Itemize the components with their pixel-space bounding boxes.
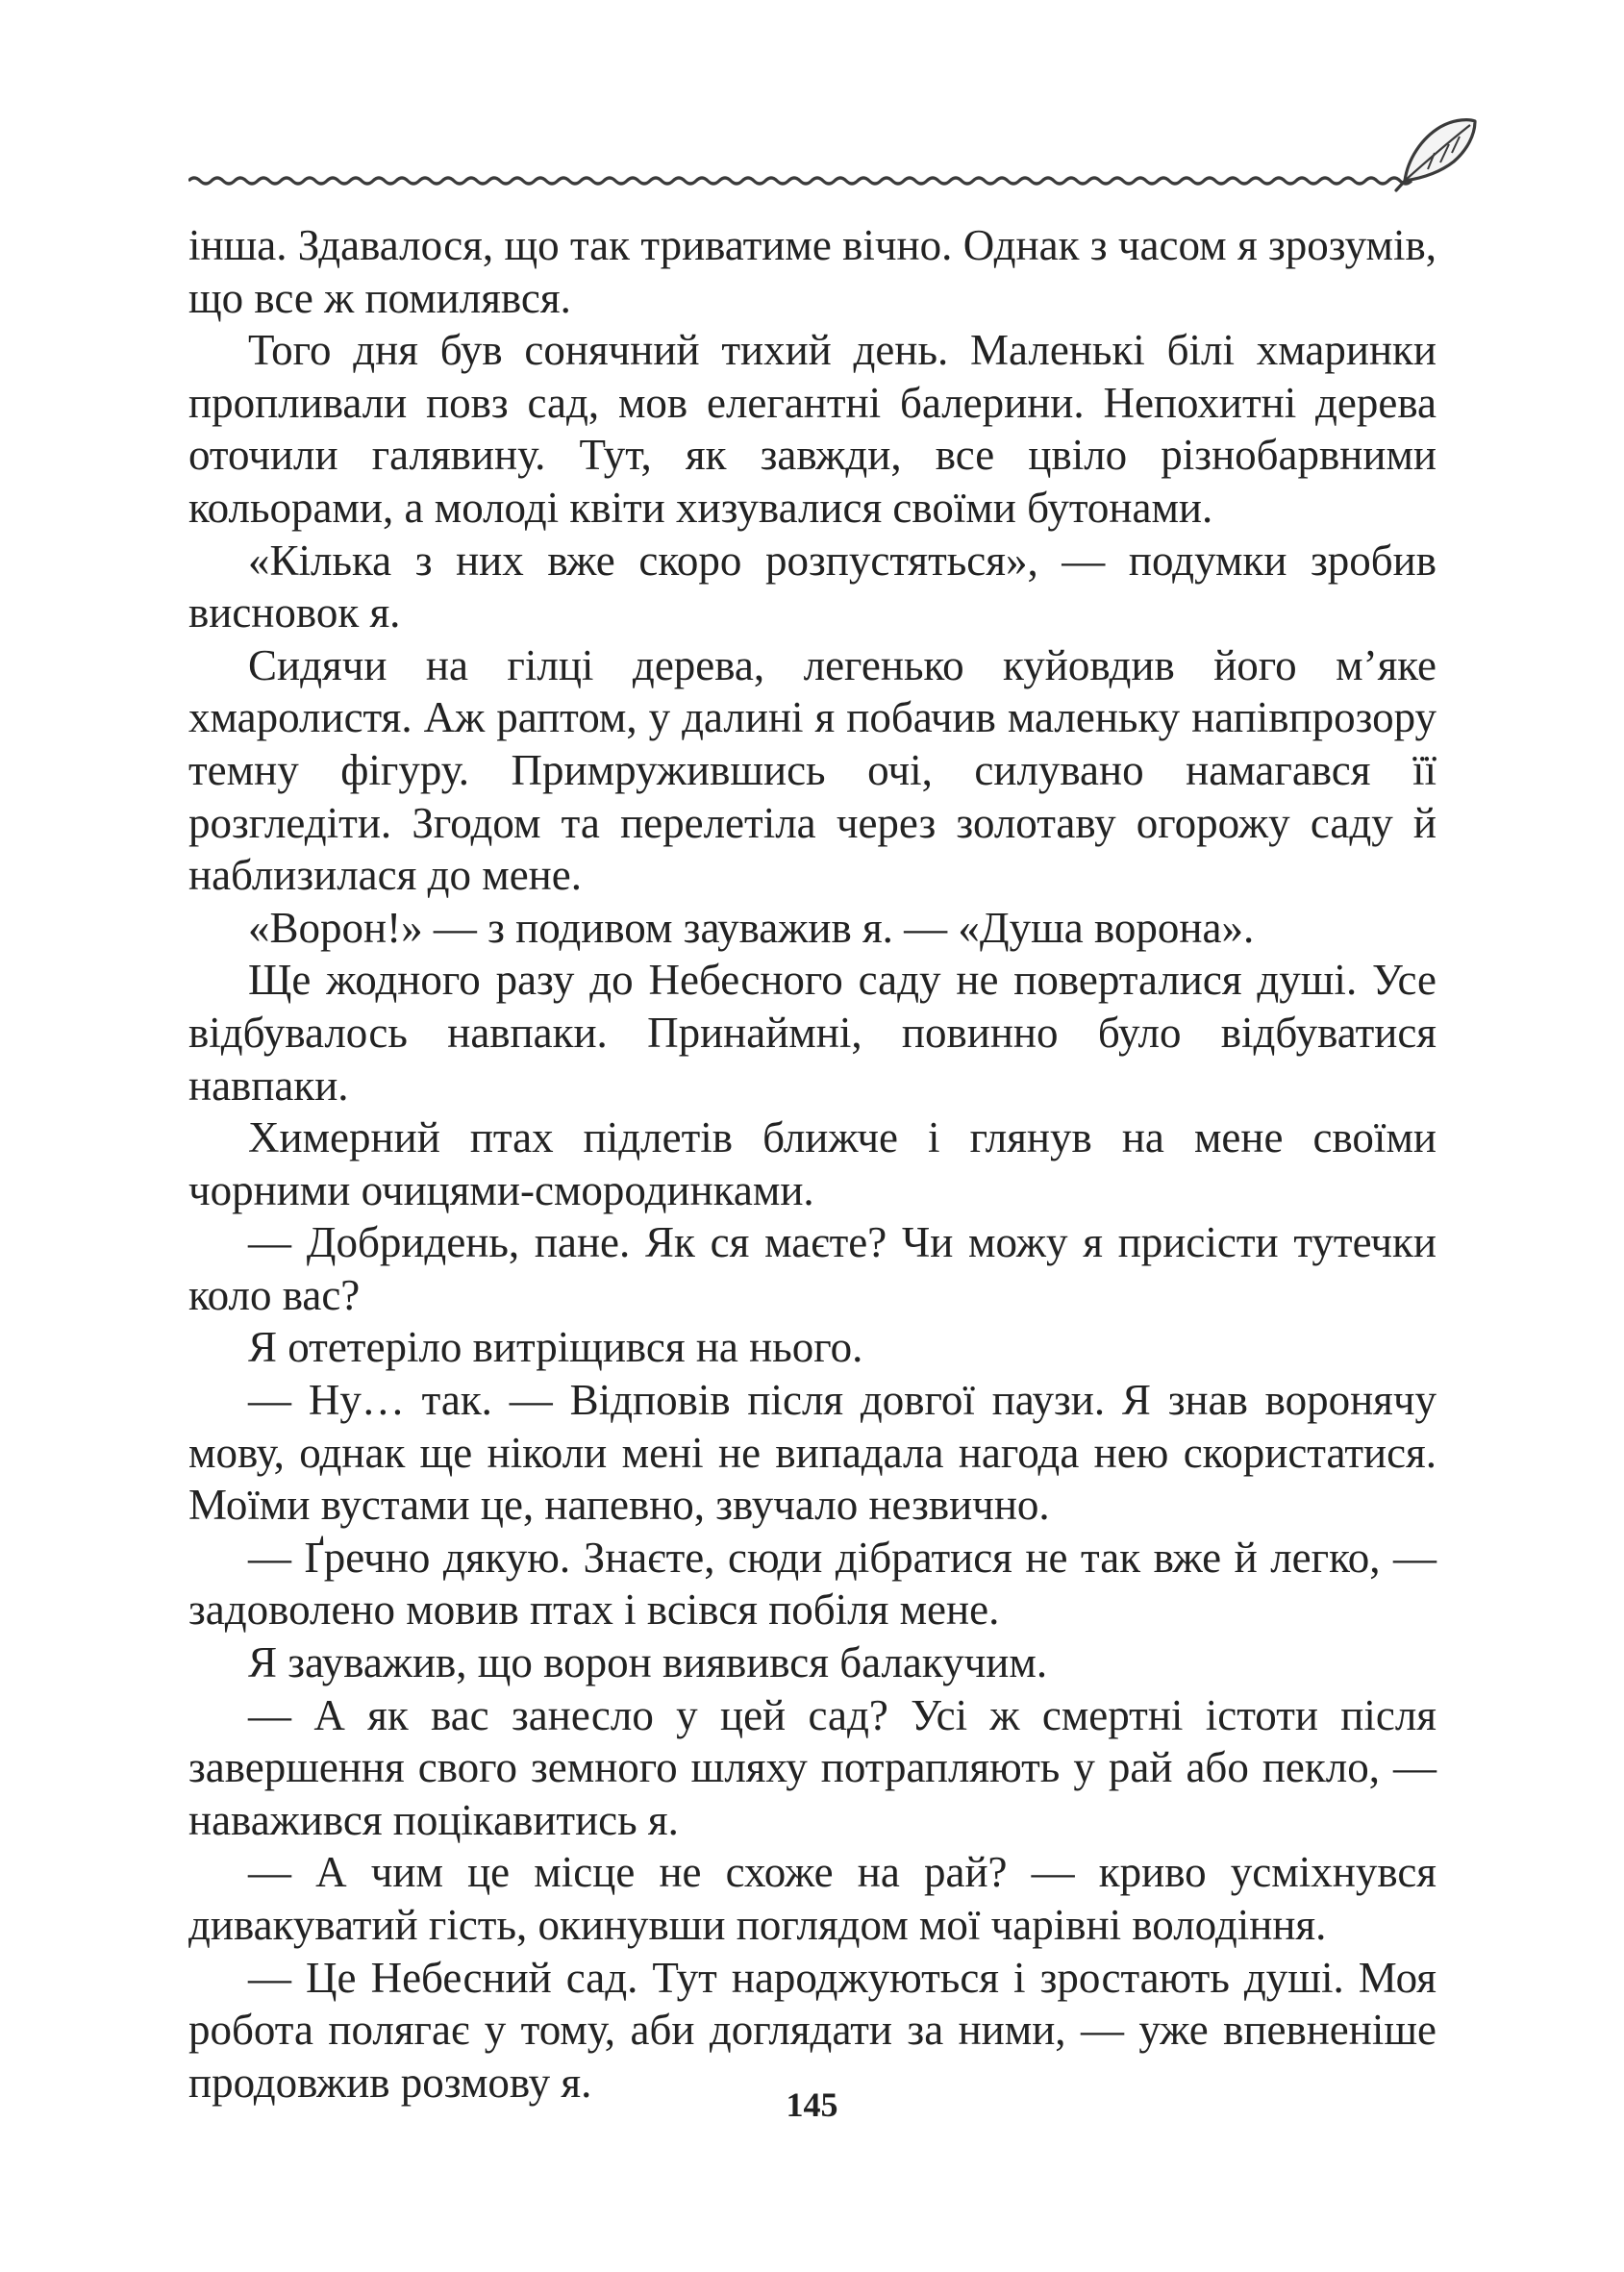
paragraph: — Ґречно дякую. Знаєте, сюди дібратися не так вже й легко, — задоволено мовив птах і всівся побіля мене. xyxy=(188,1533,1437,1635)
body-text xyxy=(188,219,1437,2109)
paragraph: Я зауважив, що ворон виявився балакучим. xyxy=(248,1638,1048,1687)
paragraph: — А як вас занесло у цей сад? Усі ж смертні істоти після завершення свого земного шляху потрапляють у рай або пекло, — наважився поцікавитись я. xyxy=(188,1690,1437,1844)
paragraph: — Ну… так. — Відповів після довгої паузи. Я знав воронячу мову, однак ще ніколи мені не випадала нагода нею скористатися. Моїми вустами це, напевно, звучало незвично. xyxy=(188,1376,1437,1530)
paragraph: Того дня був сонячний тихий день. Маленькі білі хмаринки пропливали повз сад, мов елегантні балерини. Непохитні дерева оточили галявину. Тут, як завжди, все цвіло різнобарвними кольорами, а молоді квіти хизувалися своїми бутонами. xyxy=(188,326,1437,532)
wavy-line-with-feather-icon xyxy=(188,113,1487,200)
paragraph: Химерний птах підлетів ближче і глянув на мене своїми чорними очицями-смородинками. xyxy=(188,1113,1437,1214)
feather-icon xyxy=(1396,120,1475,190)
paragraph: «Ворон!» — з подивом зауважив я. — «Душа ворона». xyxy=(248,903,1255,952)
paragraph: Сидячи на гілці дерева, легенько куйовдив його м’яке хмаролистя. Аж раптом, у далині я побачив маленьку напівпрозору темну фігуру. Примружившись очі, силувано намагався її розгледіти. Згодом та перелетіла через золотаву огорожу саду й наблизилася до мене. xyxy=(188,640,1437,900)
paragraph: Я отетеріло витріщився на нього. xyxy=(248,1323,863,1372)
page-number: 145 xyxy=(786,2085,838,2124)
paragraph: — А чим це місце не схоже на рай? — криво усміхнувся дивакуватий гість, окинувши поглядом мої чарівні володіння. xyxy=(188,1848,1437,1949)
paragraph: — Це Небесний сад. Тут народжуються і зростають душі. Моя робота полягає у тому, аби доглядати за ними, — уже впевненіше продовжив розмову я. xyxy=(188,1953,1437,2107)
paragraph: Ще жодного разу до Небесного саду не поверталися душі. Усе відбувалось навпаки. Принаймні, повинно було відбуватися навпаки. xyxy=(188,956,1437,1110)
paragraph: — Добридень, пане. Як ся маєте? Чи можу я присісти тутечки коло вас? xyxy=(188,1218,1437,1319)
paragraph: інша. Здавалося, що так триватиме вічно. Однак з часом я зрозумів, що все ж помилявся. xyxy=(188,221,1437,322)
paragraph: «Кілька з них вже скоро розпустяться», — подумки зробив висновок я. xyxy=(188,536,1437,637)
